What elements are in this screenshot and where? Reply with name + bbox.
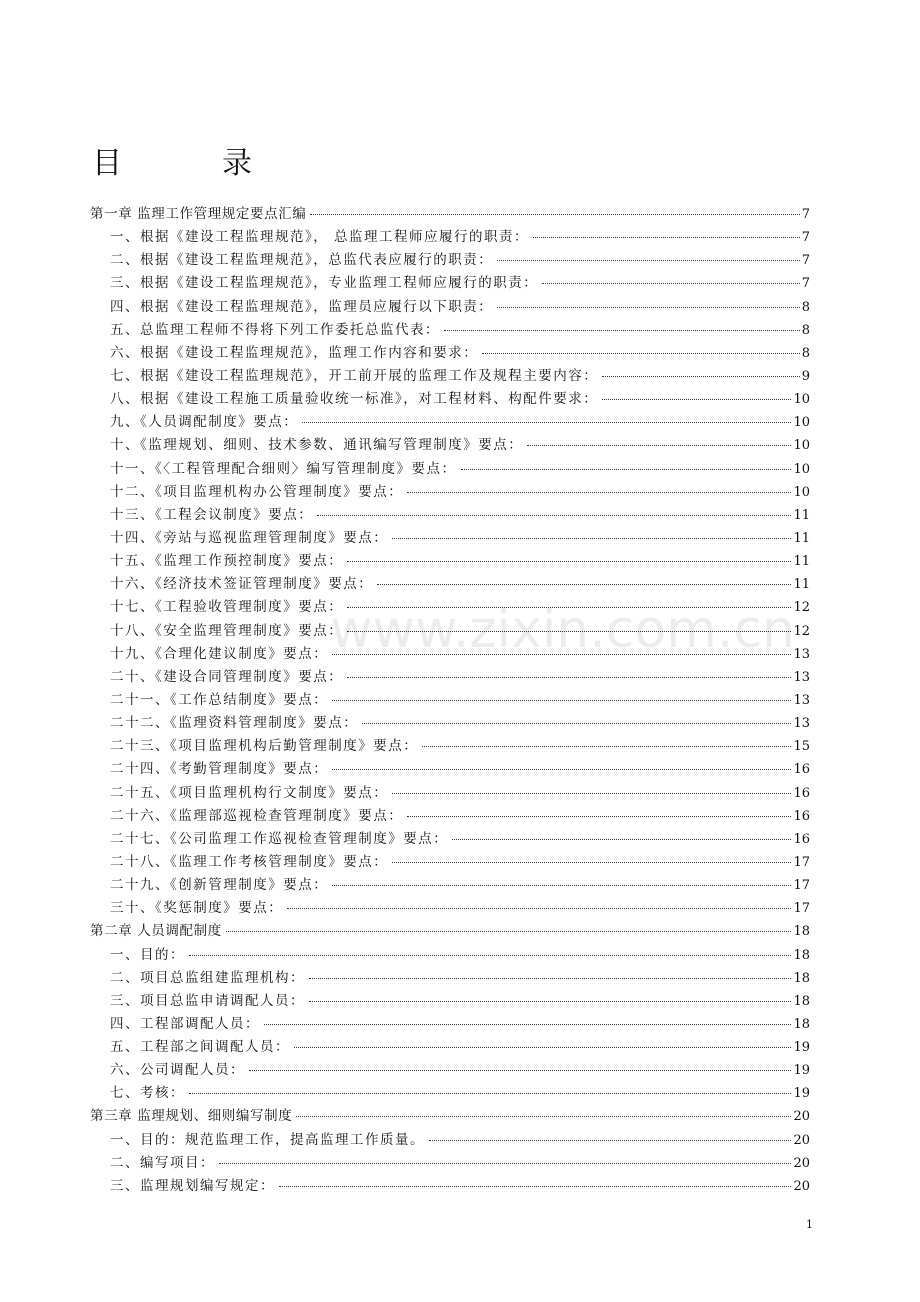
toc-entry-label: 六、公司调配人员： xyxy=(110,1062,245,1079)
toc-entry[interactable] xyxy=(90,296,810,319)
toc-entry[interactable] xyxy=(90,388,810,411)
title-char-1: 目 xyxy=(92,146,122,181)
toc-entry[interactable] xyxy=(90,434,810,457)
toc-entry-label: 十六、《经济技术签证管理制度》要点： xyxy=(110,576,374,593)
toc-leader-dots xyxy=(309,978,791,979)
toc-entry-page: 13 xyxy=(793,692,810,708)
toc-leader-dots xyxy=(219,1163,791,1164)
toc-leader-dots xyxy=(249,1070,791,1071)
toc-leader-dots xyxy=(287,908,791,909)
toc-entry-label: 五、工程部之间调配人员： xyxy=(110,1039,290,1056)
toc-entry[interactable] xyxy=(90,643,810,666)
toc-leader-dots xyxy=(189,955,791,956)
toc-entry[interactable] xyxy=(90,851,810,874)
toc-entry-page: 10 xyxy=(793,484,810,500)
toc-entry-label: 二十六、《监理部巡视检查管理制度》要点： xyxy=(110,807,404,824)
toc-leader-dots xyxy=(461,469,792,470)
toc-entry-label: 一、目的： xyxy=(110,946,185,963)
toc-leader-dots xyxy=(602,399,791,400)
toc-entry-label: 二十九、《创新管理制度》要点： xyxy=(110,877,329,894)
toc-leader-dots xyxy=(527,445,791,446)
watermark: www.zixin.com.cn xyxy=(330,600,795,660)
toc-leader-dots xyxy=(392,538,791,539)
toc-leader-dots xyxy=(602,376,799,377)
toc-entry-page: 10 xyxy=(793,415,810,431)
toc-entry-label: 一、目的：规范监理工作，提高监理工作质量。 xyxy=(110,1131,425,1148)
toc-entry-label: 八、根据《建设工程施工质量验收统一标准》，对工程材料、构配件要求： xyxy=(110,391,599,408)
toc-entry-page: 12 xyxy=(793,600,810,616)
toc-entry-label: 二十八、《监理工作考核管理制度》要点： xyxy=(110,853,389,870)
toc-entry[interactable] xyxy=(90,319,810,342)
toc-leader-dots xyxy=(542,283,799,284)
toc-entry[interactable] xyxy=(90,1082,810,1105)
toc-entry[interactable] xyxy=(90,1152,810,1175)
toc-entry[interactable] xyxy=(90,689,810,712)
toc-entry-page: 11 xyxy=(793,554,810,570)
toc-entry[interactable] xyxy=(90,735,810,758)
toc-entry-label: 十五、《监理工作预控制度》要点： xyxy=(110,553,344,570)
toc-entry-page: 11 xyxy=(793,577,810,593)
toc-entry-page: 16 xyxy=(793,808,810,824)
toc-leader-dots xyxy=(332,700,791,701)
toc-entry-page: 18 xyxy=(793,1016,810,1032)
toc-entry-page: 13 xyxy=(793,716,810,732)
toc-entry-label: 十、《监理规划、细则、技术参数、通讯编写管理制度》要点： xyxy=(110,437,524,454)
toc-entry-label: 十一、《〈工程管理配合细则〉编写管理制度》要点： xyxy=(110,460,457,477)
toc-entry[interactable] xyxy=(90,967,810,990)
toc-entry[interactable] xyxy=(90,805,810,828)
toc-entry-page: 7 xyxy=(801,207,810,222)
page-number: 1 xyxy=(806,1218,813,1231)
toc-entry-label: 十八、《安全监理管理制度》要点： xyxy=(110,622,344,639)
toc-entry[interactable] xyxy=(90,573,810,596)
toc-entry-page: 18 xyxy=(793,924,810,940)
toc-entry-page: 9 xyxy=(801,368,810,384)
toc-leader-dots xyxy=(497,260,799,261)
toc-entry[interactable] xyxy=(90,527,810,550)
toc-leader-dots xyxy=(392,793,791,794)
toc-leader-dots xyxy=(444,330,800,331)
toc-entry[interactable] xyxy=(90,226,810,249)
toc-leader-dots xyxy=(302,422,791,423)
toc-entry-page: 20 xyxy=(793,1109,810,1125)
toc-entry-page: 17 xyxy=(793,854,810,870)
toc-entry[interactable] xyxy=(90,342,810,365)
toc-entry-page: 8 xyxy=(801,322,810,338)
toc-entry-page: 16 xyxy=(793,762,810,778)
toc-chapter-entry[interactable] xyxy=(90,920,810,943)
toc-entry[interactable] xyxy=(90,1129,810,1152)
toc-entry[interactable] xyxy=(90,481,810,504)
toc-entry-page: 10 xyxy=(793,461,810,477)
toc-entry[interactable] xyxy=(90,944,810,967)
toc-entry-page: 11 xyxy=(793,530,810,546)
toc-entry[interactable] xyxy=(90,874,810,897)
toc-entry-page: 15 xyxy=(793,739,810,755)
toc-entry-page: 8 xyxy=(801,299,810,315)
toc-leader-dots xyxy=(429,1140,791,1141)
toc-entry-label: 七、根据《建设工程监理规范》，开工前开展的监理工作及规程主要内容： xyxy=(110,367,599,384)
toc-entry-label: 六、根据《建设工程监理规范》，监理工作内容和要求： xyxy=(110,344,479,361)
toc-entry-page: 20 xyxy=(793,1155,810,1171)
toc-entry-label: 第三章 监理规划、细则编写制度 xyxy=(90,1108,293,1125)
toc-entry-label: 二十二、《监理资料管理制度》要点： xyxy=(110,715,359,732)
toc-entry-page: 11 xyxy=(793,507,810,523)
toc-leader-dots xyxy=(407,816,791,817)
toc-entry-label: 十四、《旁站与巡视监理管理制度》要点： xyxy=(110,529,389,546)
toc-chapter-entry[interactable] xyxy=(90,1105,810,1128)
toc-entry[interactable] xyxy=(90,1059,810,1082)
toc-entry-page: 20 xyxy=(793,1178,810,1194)
toc-entry-page: 19 xyxy=(793,1086,810,1102)
toc-entry-page: 7 xyxy=(801,276,810,292)
toc-entry[interactable] xyxy=(90,1175,810,1198)
toc-entry-label: 十九、《合理化建议制度》要点： xyxy=(110,645,329,662)
toc-leader-dots xyxy=(317,515,791,516)
toc-entry-page: 10 xyxy=(793,438,810,454)
toc-entry-page: 16 xyxy=(793,785,810,801)
toc-entry[interactable] xyxy=(90,1013,810,1036)
toc-leader-dots xyxy=(407,492,791,493)
toc-entry-label: 十七、《工程验收管理制度》要点： xyxy=(110,599,344,616)
toc-leader-dots xyxy=(347,677,791,678)
toc-entry-page: 13 xyxy=(793,646,810,662)
toc-leader-dots xyxy=(422,746,791,747)
toc-leader-dots xyxy=(332,654,791,655)
toc-entry-page: 19 xyxy=(793,1040,810,1056)
toc-leader-dots xyxy=(347,631,791,632)
toc-entry-label: 二十三、《项目监理机构后勤管理制度》要点： xyxy=(110,738,419,755)
toc-entry-label: 二十七、《公司监理工作巡视检查管理制度》要点： xyxy=(110,830,449,847)
toc-entry[interactable] xyxy=(90,249,810,272)
toc-entry-label: 四、根据《建设工程监理规范》，监理员应履行以下职责： xyxy=(110,298,494,315)
toc-entry-label: 三、监理规划编写规定： xyxy=(110,1177,275,1194)
toc-leader-dots xyxy=(377,584,791,585)
toc-entry-page: 16 xyxy=(793,831,810,847)
toc-entry-label: 二十一、《工作总结制度》要点： xyxy=(110,691,329,708)
toc-entry-label: 四、工程部调配人员： xyxy=(110,1015,260,1032)
toc-entry-label: 二十五、《项目监理机构行文制度》要点： xyxy=(110,784,389,801)
toc-entry[interactable] xyxy=(90,411,810,434)
toc-leader-dots xyxy=(533,237,800,238)
toc-chapter-entry[interactable] xyxy=(90,203,810,226)
toc-leader-dots xyxy=(392,862,791,863)
toc-leader-dots xyxy=(482,353,799,354)
toc-entry-page: 20 xyxy=(793,1132,810,1148)
toc-entry[interactable] xyxy=(90,828,810,851)
toc-entry[interactable] xyxy=(90,712,810,735)
toc-entry[interactable] xyxy=(90,666,810,689)
toc-entry-label: 一、根据《建设工程监理规范》， 总监理工程师应履行的职责： xyxy=(110,229,530,246)
title-char-2: 录 xyxy=(222,146,252,181)
toc-entry[interactable] xyxy=(90,596,810,619)
toc-entry[interactable] xyxy=(90,897,810,920)
toc-entry[interactable] xyxy=(90,990,810,1013)
toc-entry-page: 17 xyxy=(793,878,810,894)
toc-entry-label: 二十四、《考勤管理制度》要点： xyxy=(110,761,329,778)
toc-entry-label: 二、项目总监组建监理机构： xyxy=(110,969,305,986)
toc-entry-label: 十二、《项目监理机构办公管理制度》要点： xyxy=(110,483,404,500)
toc-entry-label: 二、编写项目： xyxy=(110,1154,215,1171)
toc-entry-page: 12 xyxy=(793,623,810,639)
toc-entry-page: 19 xyxy=(793,1063,810,1079)
toc-entry[interactable] xyxy=(90,758,810,781)
toc-leader-dots xyxy=(347,607,791,608)
toc-entry[interactable] xyxy=(90,620,810,643)
toc-entry[interactable] xyxy=(90,782,810,805)
toc-entry-label: 三十、《奖惩制度》要点： xyxy=(110,900,284,917)
toc-entry-label: 第二章 人员调配制度 xyxy=(90,923,222,940)
toc-entry-label: 三、根据《建设工程监理规范》，专业监理工程师应履行的职责： xyxy=(110,275,539,292)
table-of-contents xyxy=(90,203,810,1198)
toc-entry[interactable] xyxy=(90,458,810,481)
toc-entry-label: 二十、《建设合同管理制度》要点： xyxy=(110,668,344,685)
toc-entry-page: 18 xyxy=(793,947,810,963)
toc-entry-page: 17 xyxy=(793,901,810,917)
toc-leader-dots xyxy=(347,561,791,562)
toc-leader-dots xyxy=(189,1093,791,1094)
toc-entry[interactable] xyxy=(90,272,810,295)
toc-entry-page: 7 xyxy=(801,230,810,246)
toc-entry-page: 7 xyxy=(801,253,810,269)
toc-leader-dots xyxy=(310,214,799,215)
toc-entry-label: 七、考核： xyxy=(110,1085,185,1102)
toc-leader-dots xyxy=(279,1186,791,1187)
toc-leader-dots xyxy=(294,1047,791,1048)
toc-entry-label: 五、总监理工程师不得将下列工作委托总监代表： xyxy=(110,321,440,338)
toc-leader-dots xyxy=(309,1001,791,1002)
toc-entry-page: 8 xyxy=(801,345,810,361)
toc-leader-dots xyxy=(497,307,799,308)
toc-entry-label: 第一章 监理工作管理规定要点汇编 xyxy=(90,206,307,222)
toc-entry-label: 十三、《工程会议制度》要点： xyxy=(110,506,314,523)
toc-entry-label: 九、《人员调配制度》要点： xyxy=(110,414,299,431)
toc-entry-label: 二、根据《建设工程监理规范》，总监代表应履行的职责： xyxy=(110,252,494,269)
toc-leader-dots xyxy=(226,931,792,932)
toc-entry-page: 13 xyxy=(793,669,810,685)
toc-leader-dots xyxy=(452,839,791,840)
toc-entry-page: 10 xyxy=(793,392,810,408)
toc-entry-page: 18 xyxy=(793,993,810,1009)
toc-leader-dots xyxy=(264,1024,791,1025)
toc-entry[interactable] xyxy=(90,365,810,388)
toc-entry[interactable] xyxy=(90,504,810,527)
toc-leader-dots xyxy=(296,1116,791,1117)
toc-entry-label: 三、项目总监申请调配人员： xyxy=(110,992,305,1009)
toc-entry[interactable] xyxy=(90,1036,810,1059)
toc-leader-dots xyxy=(332,769,791,770)
toc-leader-dots xyxy=(362,723,791,724)
toc-entry[interactable] xyxy=(90,550,810,573)
toc-entry-page: 18 xyxy=(793,970,810,986)
page-title xyxy=(92,144,252,184)
toc-leader-dots xyxy=(332,885,791,886)
